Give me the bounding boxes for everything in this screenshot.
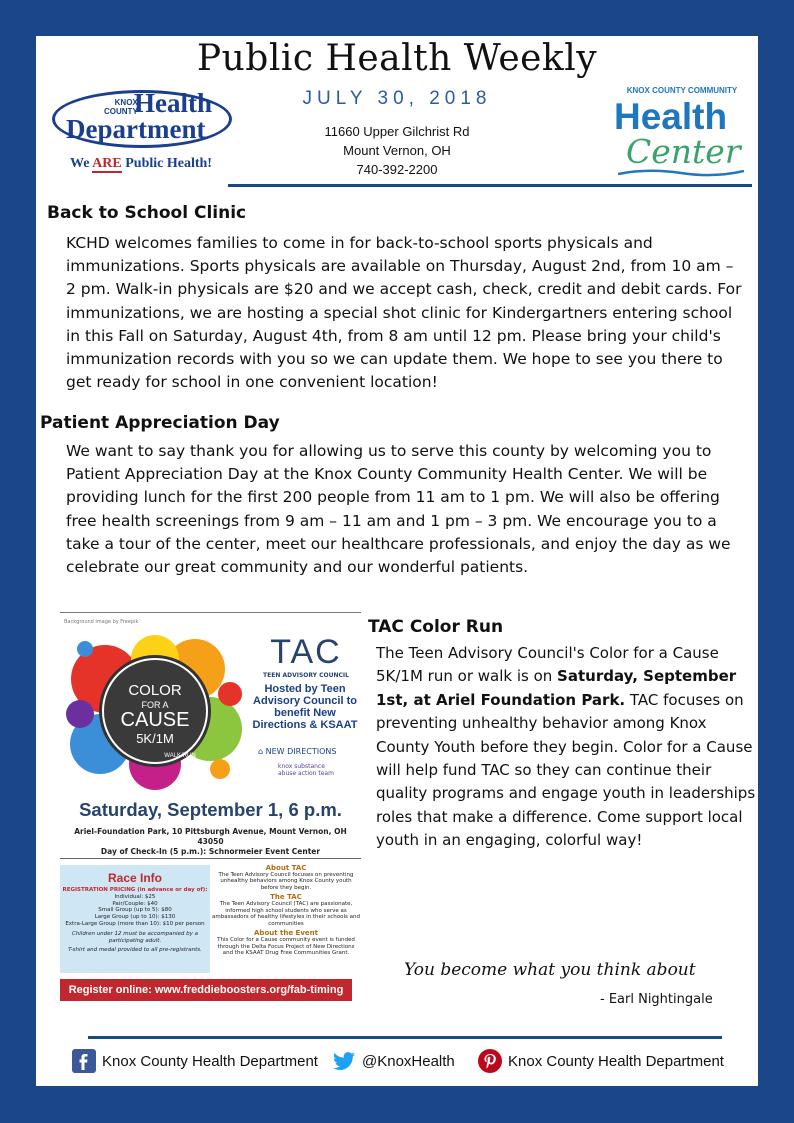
tac-body-bold: Saturday, September 1st, at Ariel Foundation Park.	[376, 667, 737, 709]
chc-logo-center: Center	[626, 132, 741, 171]
badge-walkrun-text: WALK/RUN	[164, 753, 196, 759]
twitter-label[interactable]: @KnoxHealth	[362, 1052, 455, 1070]
ksaat-line1: knox substance	[278, 763, 325, 770]
new-directions-logo: ⌂ NEW DIRECTIONS	[258, 747, 337, 756]
about-tac-box	[212, 865, 360, 957]
issue-date: JULY 30, 2018	[302, 88, 492, 109]
tac-letters: TAC	[270, 633, 342, 671]
race-xl-group: Extra-Large Group (more than 10): $10 per person	[65, 920, 205, 927]
ksaat-logo	[278, 763, 334, 777]
race-individual: Individual: $25	[114, 893, 156, 900]
about-event-text: This Color for a Cause community event is funded through the Delta Focus Project of New Directions and the KSAAT Drug Free Communities Grant.	[217, 936, 355, 957]
race-pricing: REGISTRATION PRICING (in advance or day of):	[62, 887, 208, 893]
badge-distance-text: 5K/1M	[136, 731, 174, 746]
tagline-post: Public Health!	[121, 156, 212, 171]
race-tshirt: T-shirt and medal provided to all pre-registrants.	[68, 947, 202, 954]
flyer-location	[60, 827, 361, 857]
flyer-divider	[60, 858, 361, 859]
race-info-box	[60, 865, 210, 973]
race-pair: Pair/Couple: $40	[112, 900, 158, 907]
community-health-center-logo	[612, 84, 752, 184]
footer-divider	[88, 1036, 722, 1039]
appreciation-heading: Patient Appreciation Day	[40, 413, 280, 433]
pinterest-label[interactable]: Knox County Health Department	[508, 1052, 724, 1070]
about-tac-text: The Teen Advisory Council focuses on preventing unhealthy behaviors among Knox County youth before they begin.	[218, 871, 354, 891]
logo-tagline	[70, 156, 212, 172]
badge-for-text: FOR A	[141, 700, 169, 710]
flyer-hosted-by: Hosted by Teen Advisory Council to benefit New Directions & KSAAT	[252, 683, 358, 731]
color-run-flyer	[60, 612, 361, 1006]
footer-facebook[interactable]	[72, 1049, 318, 1073]
race-info-text	[62, 887, 208, 954]
flyer-location-line: Ariel-Foundation Park, 10 Pittsburgh Avenue, Mount Vernon, OH 43050	[74, 827, 347, 846]
quote-text: You become what you think about	[404, 960, 696, 980]
clinic-heading: Back to School Clinic	[47, 203, 247, 223]
tac-heading: TAC Color Run	[368, 617, 504, 637]
badge-color-text: COLOR	[128, 682, 182, 699]
chc-logo-health: Health	[614, 96, 728, 137]
flyer-date: Saturday, September 1, 6 p.m.	[79, 799, 342, 820]
logo-county: COUNTY	[104, 107, 138, 116]
flyer-checkin-line: Day of Check-In (5 p.m.): Schnormeier Event Center	[100, 847, 321, 856]
about-tac-heading: About TAC	[265, 864, 307, 872]
race-large-group: Large Group (up to 10): $130	[94, 914, 176, 921]
appreciation-body: We want to say thank you for allowing us to serve this county by welcoming you to Patient Appreciation Day at the Knox County Community Health Center. We will be providing lunch for the first 200 people from 11 am to 1 pm. We will also be offering free health screenings from 9 am – 11 am and 1 pm – 3 pm. We encourage you to a take a tour of the center, meet our healthcare professionals, and enjoy the day as we celebrate our great community and our wonderful patients.	[66, 442, 731, 577]
tagline-pre: We	[70, 156, 93, 171]
logo-department: Department	[66, 114, 206, 144]
new-directions-text: NEW DIRECTIONS	[265, 747, 337, 756]
race-children: Children under 12 must be accompanied by a participating adult.	[71, 930, 199, 944]
paint-splash-icon	[60, 619, 250, 799]
tac-subtitle: TEEN ADVISORY COUNCIL	[263, 672, 349, 679]
address-street: 11660 Upper Gilchrist Rd	[324, 124, 470, 139]
tac-body-pre: The Teen Advisory Council's Color for a Cause 5K/1M run or walk is on	[376, 644, 719, 686]
tac-logo	[256, 633, 356, 679]
about-event-heading: About the Event	[254, 929, 318, 938]
chc-logo-top: KNOX COUNTY COMMUNITY	[626, 86, 738, 95]
newsletter-page	[36, 36, 758, 1086]
footer-pinterest[interactable]	[478, 1049, 724, 1073]
phone-number: 740-392-2200	[356, 162, 438, 177]
page-title: Public Health Weekly	[196, 38, 598, 79]
race-info-heading: Race Info	[107, 871, 162, 885]
tagline-are: ARE	[92, 156, 122, 171]
badge-cause-text: CAUSE	[120, 709, 190, 731]
address-city: Mount Vernon, OH	[343, 143, 451, 158]
facebook-label[interactable]: Knox County Health Department	[102, 1052, 318, 1070]
the-tac-text: The Teen Advisory Council (TAC) are passionate, informed high school students who serve as ambassadors of healthy lifestyles in their schools and communities	[212, 900, 360, 927]
clinic-body: KCHD welcomes families to come in for back-to-school sports physicals and immunizations. Sports physicals are available on Thursday, August 2nd, from 10 am – 2 pm. Walk-in physicals are $20 and we accept cash, check, credit and debit cards. For immunizations, we are hosting a special shot clinic for Kindergartners entering school in this Fall on Saturday, August 4th, from 8 am until 12 pm. Please bring your child's immunization records with you so we can update them. We hope to see you there to get ready for school in one convenient location!	[66, 234, 742, 392]
tac-body	[376, 642, 756, 853]
register-online-banner: Register online: www.freddieboosters.org/fab-timing	[60, 979, 352, 1001]
chc-wave-icon	[618, 168, 744, 178]
logo-health: Health	[134, 88, 212, 118]
race-small-group: Small Group (up to 5): $80	[98, 907, 172, 914]
quote-author: - Earl Nightingale	[600, 992, 713, 1007]
flyer-credit: Background image by Freepik	[64, 619, 139, 625]
twitter-icon[interactable]	[332, 1049, 356, 1073]
facebook-icon[interactable]	[72, 1049, 96, 1073]
footer-twitter[interactable]	[332, 1049, 455, 1073]
logo-knox: KNOX	[114, 98, 138, 107]
pinterest-icon[interactable]	[478, 1049, 502, 1073]
health-department-logo	[48, 86, 238, 182]
ksaat-line2: abuse action team	[278, 770, 334, 777]
the-tac-heading: The TAC	[270, 893, 302, 902]
tac-body-post: TAC focuses on preventing unhealthy behavior among Knox County Youth before they begin. Color for a Cause will help fund TAC so they can continue their quality programs and engage youth in leaderships roles that make a difference. Come support local youth in an engaging, colorful way!	[376, 690, 756, 850]
header-divider	[228, 184, 752, 187]
